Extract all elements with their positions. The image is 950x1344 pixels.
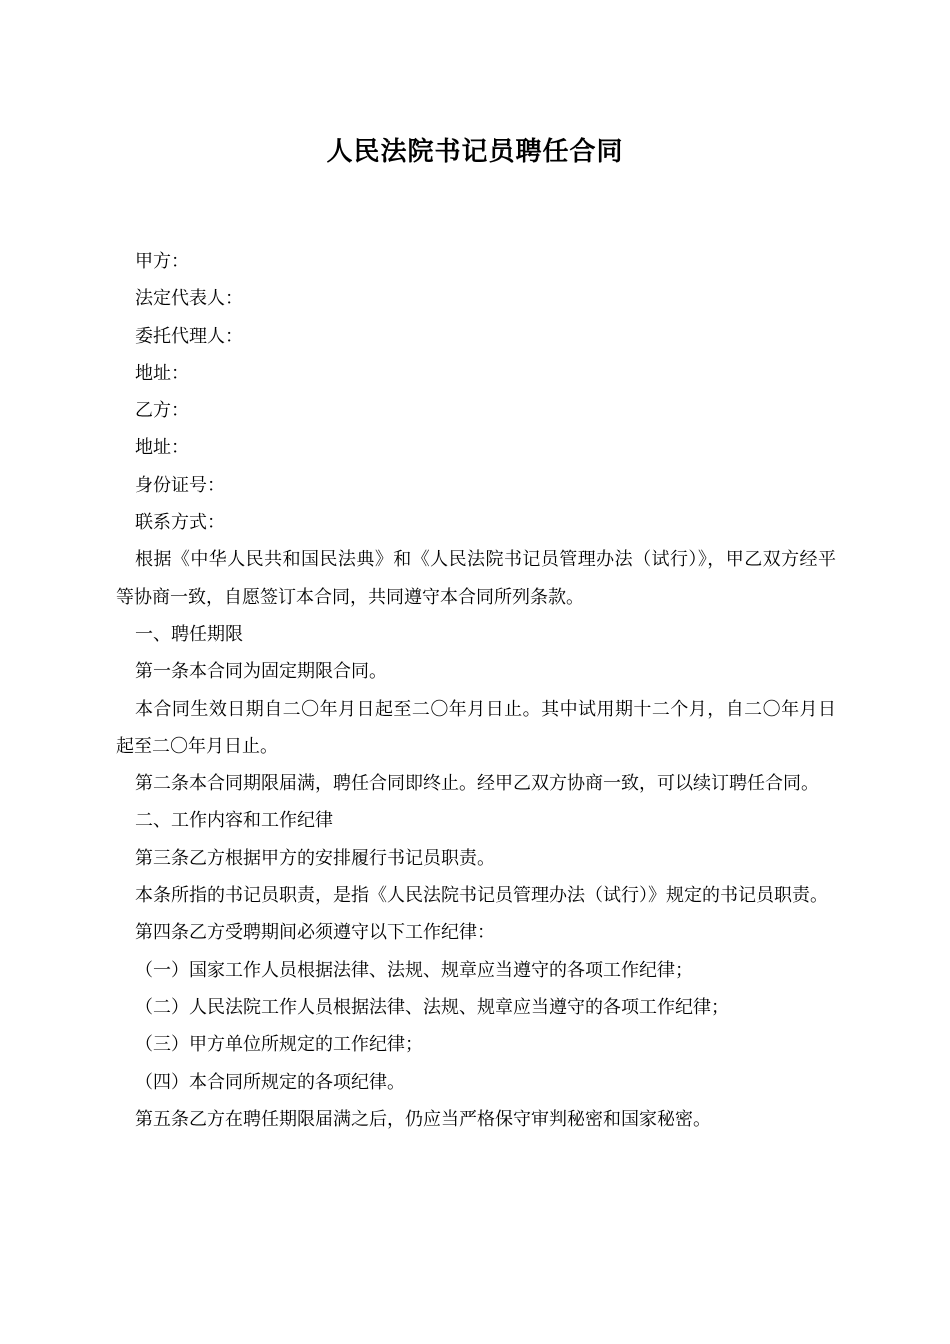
article-paragraph: 第四条乙方受聘期间必须遵守以下工作纪律： [135, 922, 495, 944]
legal-representative-line: 法定代表人： [135, 288, 243, 310]
list-item: （二）人民法院工作人员根据法律、法规、规章应当遵守的各项工作纪律； [135, 996, 729, 1018]
document-title: 人民法院书记员聘任合同 [326, 137, 624, 167]
list-item: （一）国家工作人员根据法律、法规、规章应当遵守的各项工作纪律； [135, 959, 693, 981]
article-paragraph: 本条所指的书记员职责，是指《人民法院书记员管理办法（试行）》规定的书记员职责。 [135, 885, 828, 907]
list-item: （三）甲方单位所规定的工作纪律； [135, 1034, 423, 1056]
article-paragraph: 第一条本合同为固定期限合同。 [135, 661, 387, 683]
entrusted-agent-line: 委托代理人： [135, 325, 243, 347]
article-paragraph: 第二条本合同期限届满，聘任合同即终止。经甲乙双方协商一致，可以续订聘任合同。 [135, 773, 819, 795]
party-a-address-line: 地址： [135, 362, 189, 384]
party-b-line: 乙方： [135, 400, 189, 422]
document-body [116, 243, 836, 1138]
id-number-line: 身份证号： [135, 474, 225, 496]
section-heading: 二、工作内容和工作纪律 [135, 810, 333, 832]
party-a-line: 甲方： [135, 251, 189, 272]
preamble-paragraph: 根据《中华人民共和国民法典》和《人民法院书记员管理办法（试行）》，甲乙双方经平等协商一致，自愿签订本合同，共同遵守本合同所列条款。 [116, 549, 836, 608]
section-heading: 一、聘任期限 [135, 623, 243, 645]
party-b-address-line: 地址： [135, 437, 189, 459]
contact-line: 联系方式： [135, 512, 225, 534]
article-paragraph: 第三条乙方根据甲方的安排履行书记员职责。 [135, 847, 495, 869]
list-item: （四）本合同所规定的各项纪律。 [135, 1071, 405, 1093]
article-paragraph: 第五条乙方在聘任期限届满之后，仍应当严格保守审判秘密和国家秘密。 [135, 1108, 711, 1130]
article-paragraph: 本合同生效日期自二〇年月日起至二〇年月日止。其中试用期十二个月，自二〇年月日起至二〇年月日止。 [116, 698, 836, 757]
